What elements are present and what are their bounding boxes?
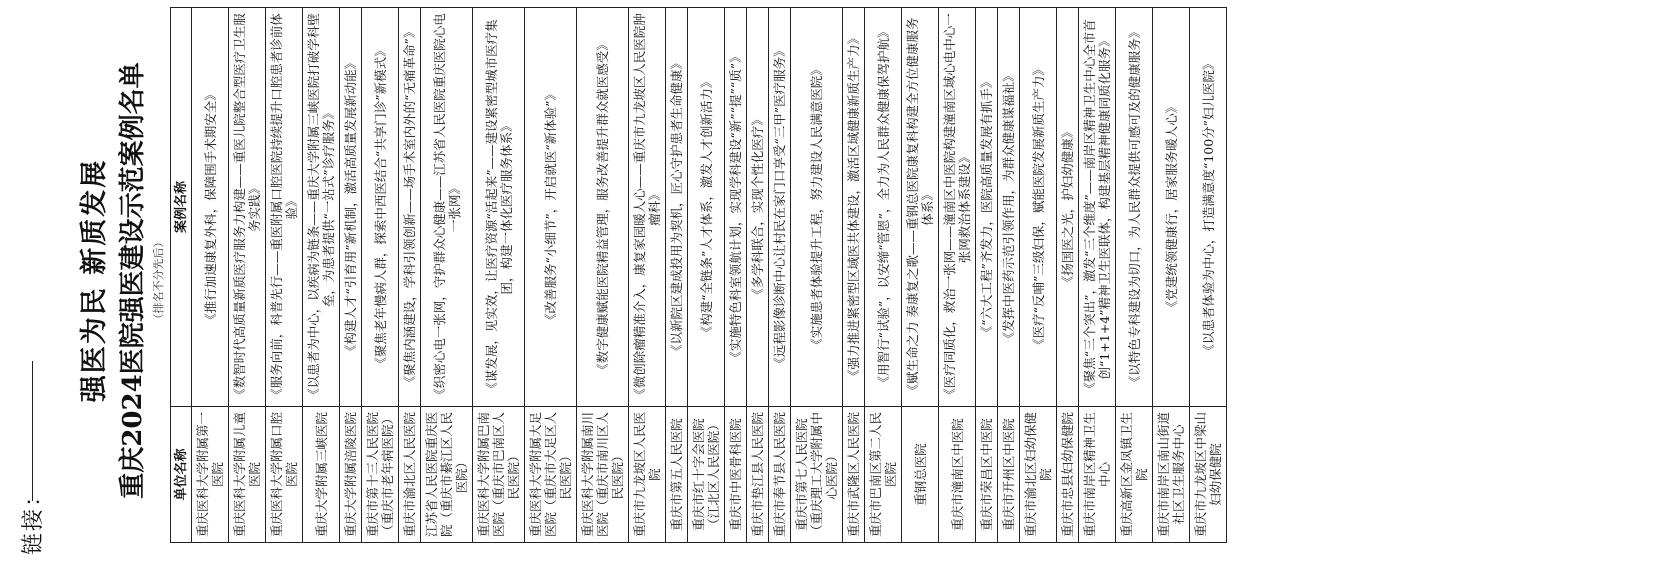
case-name-cell: 《谋发展，见实效，让医疗资源“活起来”——建设紧密型城市医疗集团，构建一体化医疗服务体系》 xyxy=(473,8,525,407)
page-title-line2: 重庆2024医院强医建设示范案例名单 xyxy=(118,62,148,499)
table-row xyxy=(577,8,629,543)
case-name-cell: 《党建统领健康行，居家服务暖人心》 xyxy=(1153,8,1190,407)
case-name-cell: 《多学科联合，实现个性化医疗》 xyxy=(747,8,769,407)
case-name-cell: 《赋生命之力 奏康复之歌——重钢总医院康复科构建全方位健康服务体系》 xyxy=(902,8,939,407)
unit-name-cell: 重庆大学附属三峡医院 xyxy=(303,407,340,543)
table-row xyxy=(421,8,473,543)
case-name-cell: 《医疗“反哺”三级妇保，赋能医院发展新质生产力》 xyxy=(1020,8,1057,407)
case-name-cell: 《构建“全链条”人才体系，激发人才创新活力》 xyxy=(688,8,725,407)
table-row xyxy=(998,8,1020,543)
table-row xyxy=(1079,8,1116,543)
case-name-cell: 《发挥中医药示范引领作用，为群众健康谋福祉》 xyxy=(998,8,1020,407)
table-row xyxy=(843,8,865,543)
unit-name-cell: 重庆大学附属涪陵医院 xyxy=(340,407,362,543)
table-row xyxy=(725,8,747,543)
table-row xyxy=(939,8,976,543)
unit-name-cell: 重庆市渝北区人民医院 xyxy=(399,407,421,543)
case-name-cell: 《远程影像诊断中心让村民在家门口享受“三甲”医疗服务》 xyxy=(769,8,791,407)
table-row xyxy=(303,8,340,543)
unit-name-cell: 江苏省人民医院重庆医院（重庆市綦江区人民医院） xyxy=(421,407,473,543)
case-name-cell: 《改善服务“小细节”，开启就医“新体验”》 xyxy=(525,8,577,407)
unit-name-cell: 重庆市荣昌区中医院 xyxy=(976,407,998,543)
table-row xyxy=(769,8,791,543)
case-name-cell: 《织密心电一张网，守护群众心健康——江苏省人民医院重庆医院心电一张网》 xyxy=(421,8,473,407)
case-name-cell: 《推行加速康复外科，保障围手术期安全》 xyxy=(192,8,229,407)
unit-name-cell: 重庆医科大学附属巴南医院（重庆市巴南区人民医院） xyxy=(473,407,525,543)
case-name-cell: 《构建人才“引育用”新机制，激活高质量发展新动能》 xyxy=(340,8,362,407)
table-row xyxy=(1190,8,1227,543)
case-name-cell: 《医疗同质化，救治一张网——潼南区中医院构建潼南区域心电中心一张网救治体系建设》 xyxy=(939,8,976,407)
case-name-cell: 《数智时代高质量新质医疗服务力构建——重医儿院整合型医疗卫生服务实践》 xyxy=(229,8,266,407)
table-row xyxy=(1153,8,1190,543)
case-name-cell: 《以患者体验为中心，打造满意度“100分”妇儿医院》 xyxy=(1190,8,1227,407)
table-row xyxy=(229,8,266,543)
unit-name-cell: 重庆市忠县妇幼保健院 xyxy=(1057,407,1079,543)
case-name-cell: 《实施患者体验提升工程，努力建设人民满意医院》 xyxy=(791,8,843,407)
unit-name-cell: 重庆市第七人民医院（重庆理工大学附属中心医院） xyxy=(791,407,843,543)
case-name-cell: 《聚焦老年慢病人群，探索中西医结合“共享门诊”新模式》 xyxy=(362,8,399,407)
header-unit: 单位名称 xyxy=(171,407,192,543)
unit-name-cell: 重庆市开州区中医院 xyxy=(998,407,1020,543)
case-name-cell: 《实施特色科室领航计划，实现学科建设“新”“提”“质”》 xyxy=(725,8,747,407)
table-row xyxy=(976,8,998,543)
unit-name-cell: 重庆市巴南区第二人民医院 xyxy=(865,407,902,543)
unit-name-cell: 重庆市红十字会医院（江北区人民医院） xyxy=(688,407,725,543)
table-row xyxy=(747,8,769,543)
header-case: 案例名称 xyxy=(171,8,192,407)
table-row xyxy=(473,8,525,543)
case-name-cell: 《“六大工程”齐发力，医院高质量发展有抓手》 xyxy=(976,8,998,407)
unit-name-cell: 重庆医科大学附属儿童医院 xyxy=(229,407,266,543)
table-row xyxy=(340,8,362,543)
case-name-cell: 《数字健康赋能医院精益管理，服务改善提升群众就医感受》 xyxy=(577,8,629,407)
table-row xyxy=(791,8,843,543)
page-title-line1: 强医为民 新质发展 xyxy=(79,158,110,403)
unit-name-cell: 重庆市垫江县人民医院 xyxy=(747,407,769,543)
table-row xyxy=(1057,8,1079,543)
case-name-cell: 《服务向前，科普先行——重医附属口腔医院持续提升口腔患者诊前体验》 xyxy=(266,8,303,407)
table-row xyxy=(192,8,229,543)
table-body xyxy=(192,8,1227,543)
table-row xyxy=(362,8,399,543)
case-name-cell: 《聚焦内涵建设，学科引领创新——场手术室内外的“无痛革命”》 xyxy=(399,8,421,407)
unit-name-cell: 重庆市南岸区精神卫生中心 xyxy=(1079,407,1116,543)
table-row xyxy=(666,8,688,543)
unit-name-cell: 重庆市第五人民医院 xyxy=(666,407,688,543)
table-row xyxy=(525,8,577,543)
unit-name-cell: 重钢总医院 xyxy=(902,407,939,543)
case-name-cell: 《扬国医之光，护妇幼健康》 xyxy=(1057,8,1079,407)
unit-name-cell: 重庆市奉节县人民医院 xyxy=(769,407,791,543)
table-row xyxy=(399,8,421,543)
case-name-cell: 《以新院区建成投用为契机，匠心守护患者生命健康》 xyxy=(666,8,688,407)
case-name-cell: 《用智行“试验”，以安缔“管恩”，全力为人民群众健康保驾护航》 xyxy=(865,8,902,407)
unit-name-cell: 重庆市南岸区南山街道社区卫生服务中心 xyxy=(1153,407,1190,543)
case-name-cell: 《聚焦“三个突出”，激发“三个维度”——南岸区精神卫生中心全市首创“1+1+4”精神卫生医联体，构建基层精神健康同质化服务》 xyxy=(1079,8,1116,407)
table-row xyxy=(902,8,939,543)
case-name-cell: 《以患者为中心，以疾病为链条——重庆大学附属三峡医院打破学科壁垒，为患者提供“一站式”诊疗服务》 xyxy=(303,8,340,407)
link-underline xyxy=(32,361,33,501)
order-note: （排名不分先后） xyxy=(152,236,165,325)
unit-name-cell: 重庆医科大学附属大足医院（重庆市大足区人民医院） xyxy=(525,407,577,543)
table-row xyxy=(1020,8,1057,543)
link-label: 链接： xyxy=(21,482,46,555)
unit-name-cell: 重庆医科大学附属口腔医院 xyxy=(266,407,303,543)
unit-name-cell: 重庆市九龙坡区人民医院 xyxy=(629,407,666,543)
unit-name-cell: 重庆市武隆区人民医院 xyxy=(843,407,865,543)
unit-name-cell: 重庆医科大学附属南川医院（重庆市南川区人民医院） xyxy=(577,407,629,543)
case-table xyxy=(170,7,1227,543)
case-name-cell: 《以特色专科建设为切口，为人民群众提供可感可及的健康服务》 xyxy=(1116,8,1153,407)
case-name-cell: 《微创除瘤精准介入，康复家园暖人心——重庆市九龙坡区人民医院肿瘤科》 xyxy=(629,8,666,407)
table-row xyxy=(688,8,725,543)
unit-name-cell: 重庆高新区金凤镇卫生院 xyxy=(1116,407,1153,543)
unit-name-cell: 重庆市潼南区中医院 xyxy=(939,407,976,543)
table-row xyxy=(629,8,666,543)
table-row xyxy=(865,8,902,543)
unit-name-cell: 重庆医科大学附属第一医院 xyxy=(192,407,229,543)
case-name-cell: 《强力推进紧密型区域医共体建设，激活区域健康新质生产力》 xyxy=(843,8,865,407)
unit-name-cell: 重庆市中医骨科医院 xyxy=(725,407,747,543)
table-row xyxy=(1116,8,1153,543)
unit-name-cell: 重庆市第十三人民医院（重庆市老年病医院） xyxy=(362,407,399,543)
unit-name-cell: 重庆市渝北区妇幼保健院 xyxy=(1020,407,1057,543)
table-row xyxy=(266,8,303,543)
unit-name-cell: 重庆市九龙坡区中梁山妇幼保健院 xyxy=(1190,407,1227,543)
table-header-row xyxy=(171,8,192,543)
